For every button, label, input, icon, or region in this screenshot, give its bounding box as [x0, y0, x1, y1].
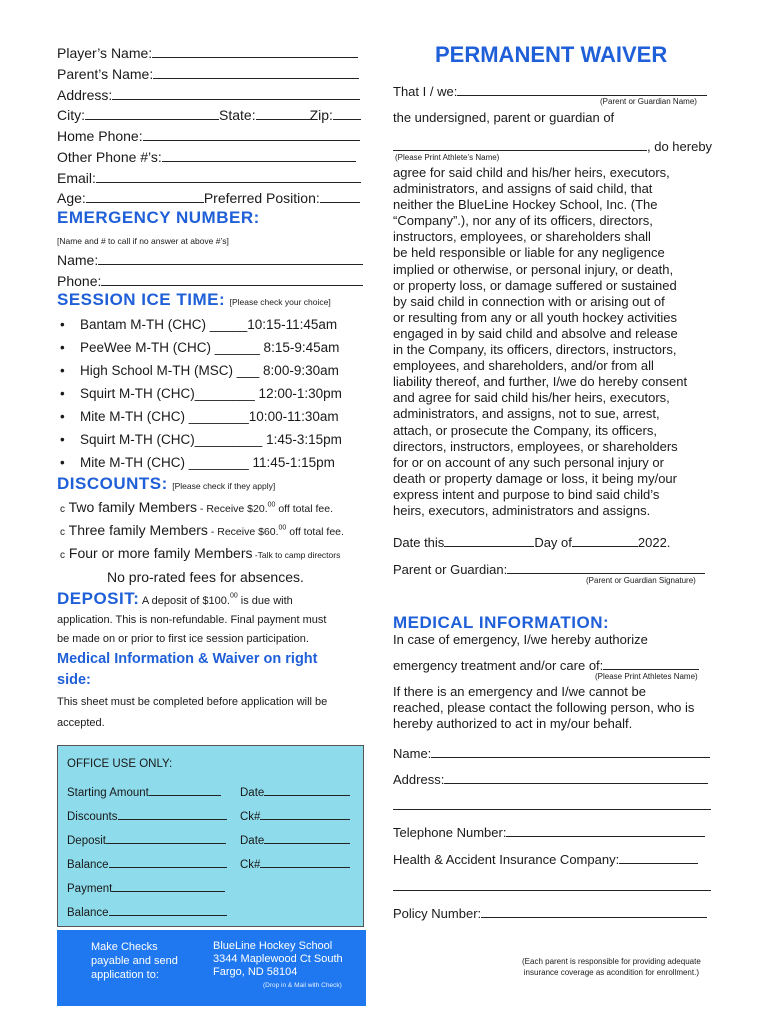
- contact-address-field[interactable]: [393, 770, 708, 787]
- footnote-line: (Each parent is responsible for providing adequate: [522, 957, 701, 966]
- office-payment[interactable]: [67, 878, 225, 895]
- emergency-name-label: Name:: [57, 252, 99, 268]
- care-of-label: emergency treatment and/or care of:: [393, 658, 604, 673]
- parent-guardian-label: Parent or Guardian:: [393, 562, 508, 577]
- telephone-label: Telephone Number:: [393, 825, 507, 840]
- medical-line5: hereby authorized to act in my/our behalf.: [393, 716, 633, 731]
- athlete-name-note: (Please Print Athlete’s Name): [395, 153, 500, 162]
- session-option-label: Bantam M-TH (CHC) _____10:15-11:45am: [80, 317, 338, 332]
- age-position-field[interactable]: [57, 189, 360, 206]
- waiver-title: PERMANENT WAIVER: [435, 42, 668, 67]
- session-heading-row: [57, 290, 331, 310]
- discounts-note: [Please check if they apply]: [172, 481, 276, 491]
- address-label: Address:: [57, 87, 113, 103]
- year-label: 2022.: [637, 535, 671, 550]
- address-line: 3344 Maplewood Ct South: [213, 953, 343, 965]
- undersigned-text: the undersigned, parent or guardian of: [393, 110, 615, 125]
- discounts-heading: DISCOUNTS:: [57, 474, 168, 493]
- waiver-line: by said child in connection with or arising out of: [393, 293, 665, 309]
- waiver-line: administrators, and assigns, not to sue, arrest,: [393, 406, 660, 422]
- session-option[interactable]: • Squirt M-TH (CHC)_________ 1:45-3:15pm: [60, 432, 342, 447]
- address-field[interactable]: [57, 86, 360, 103]
- age-label: Age:: [57, 190, 86, 206]
- insurance-company-field[interactable]: [393, 850, 698, 867]
- session-option-label: Mite M-TH (CHC) ________ 11:45-1:15pm: [80, 455, 335, 470]
- print-athletes-note: (Please Print Athletes Name): [595, 672, 698, 681]
- email-field[interactable]: [57, 169, 361, 186]
- deposit-line3: be made on or prior to first ice session participation.: [57, 633, 309, 645]
- office-title: OFFICE USE ONLY:: [67, 758, 173, 770]
- care-of-field[interactable]: [393, 656, 699, 673]
- waiver-line: for or on account of any such personal injury or: [393, 454, 664, 470]
- make-checks-line: Make Checks: [91, 941, 158, 953]
- parent-name-label: Parent’s Name:: [57, 66, 154, 82]
- other-phone-label: Other Phone #’s:: [57, 149, 162, 165]
- sheet-note-line2: accepted.: [57, 717, 105, 729]
- session-note: [Please check your choice]: [229, 297, 331, 307]
- session-option[interactable]: • PeeWee M-TH (CHC) ______ 8:15-9:45am: [60, 340, 340, 355]
- footnote-line: insurance coverage as acondition for enrollment.): [523, 968, 699, 977]
- make-checks-line: payable and send: [91, 955, 178, 967]
- drop-note: (Drop in & Mail with Check): [263, 982, 342, 989]
- discount-detail-cents: 00: [267, 501, 276, 509]
- emergency-note: [Name and # to call if no answer at above #’s]: [57, 236, 229, 246]
- make-checks-text: [91, 940, 178, 982]
- office-label: Ck#: [240, 859, 261, 871]
- office-use-box: [57, 745, 364, 927]
- discount-detail-cents: 00: [278, 524, 287, 532]
- office-label: Discounts: [67, 811, 118, 823]
- office-check-number[interactable]: [240, 854, 350, 871]
- telephone-field[interactable]: [393, 823, 705, 840]
- day-of-label: Day of: [534, 535, 572, 550]
- session-option-label: Mite M-TH (CHC) ________10:00-11:30am: [80, 409, 339, 424]
- session-option[interactable]: • High School M-TH (MSC) ___ 8:00-9:30am: [60, 363, 339, 378]
- waiver-line: attach, or prosecute the Company, its officers,: [393, 422, 657, 438]
- office-starting-amount[interactable]: [67, 782, 221, 799]
- waiver-line: and agree for said child his/her heirs, executors,: [393, 390, 670, 406]
- waiver-line: death or property damage or loss, it being my/our: [393, 470, 677, 486]
- emergency-heading: EMERGENCY NUMBER:: [57, 208, 260, 227]
- policy-number-field[interactable]: [393, 904, 707, 921]
- contact-name-label: Name:: [393, 746, 432, 761]
- email-label: Email:: [57, 170, 96, 186]
- deposit-text-b: is due with: [237, 595, 293, 607]
- waiver-line: be held responsible or liable for any negligence: [393, 245, 665, 261]
- make-checks-line: application to:: [91, 969, 159, 981]
- date-field[interactable]: [393, 533, 670, 550]
- zip-label: Zip:: [309, 107, 333, 123]
- discount-detail: -Talk to camp directors: [252, 550, 341, 560]
- waiver-line: agree for said child and his/her heirs, executors,: [393, 165, 670, 180]
- session-option-label: High School M-TH (MSC) ___ 8:00-9:30am: [80, 363, 339, 378]
- state-label: State:: [219, 107, 256, 123]
- sheet-note-line1: This sheet must be completed before application will be: [57, 696, 328, 708]
- checkbox-glyph: c: [60, 550, 65, 561]
- medical-line1: In case of emergency, I/we hereby authorize: [393, 632, 648, 647]
- address-line: BlueLine Hockey School: [213, 940, 333, 952]
- discount-detail-tail: off total fee.: [286, 526, 344, 538]
- waiver-line: liability thereof, and further, I/we do hereby consent: [393, 374, 688, 390]
- home-phone-label: Home Phone:: [57, 128, 143, 144]
- mailing-address: [213, 940, 343, 979]
- waiver-line: or property loss, or damage suffered or sustained: [393, 277, 677, 293]
- contact-address-line2[interactable]: [393, 796, 711, 813]
- emergency-phone-field[interactable]: [57, 272, 363, 289]
- discount-option[interactable]: [60, 522, 344, 538]
- office-label: Ck#: [240, 811, 261, 823]
- emergency-phone-label: Phone:: [57, 273, 102, 289]
- session-option[interactable]: • Squirt M-TH (CHC)________ 12:00-1:30pm: [60, 386, 342, 401]
- make-checks-box: [57, 930, 366, 1006]
- that-we-label: That I / we:: [393, 84, 458, 99]
- office-label: Date: [240, 787, 265, 799]
- medical-heading: MEDICAL INFORMATION:: [393, 613, 610, 632]
- insurance-footnote: [522, 956, 701, 978]
- office-label: Starting Amount: [67, 787, 149, 799]
- office-date[interactable]: [240, 830, 350, 847]
- city-label: City:: [57, 107, 85, 123]
- office-label: Date: [240, 835, 265, 847]
- medical-note-line1: Medical Information & Waiver on right: [57, 651, 318, 667]
- discount-label: Three family Members: [68, 522, 208, 538]
- discount-option[interactable]: [60, 545, 340, 561]
- emergency-name-field[interactable]: [57, 251, 363, 268]
- session-heading: SESSION ICE TIME:: [57, 290, 226, 309]
- athlete-name-field[interactable]: [393, 137, 712, 154]
- waiver-line: instructors, employees, or shareholders shall: [393, 229, 651, 245]
- waiver-line: engaged in by said child and absolve and release: [393, 325, 678, 341]
- office-balance-2[interactable]: [67, 902, 227, 919]
- discounts-heading-row: [57, 474, 275, 494]
- deposit-line2: application. This is non-refundable. Final payment must: [57, 614, 327, 626]
- session-option-label: Squirt M-TH (CHC)_________ 1:45-3:15pm: [80, 432, 342, 447]
- session-option[interactable]: • Mite M-TH (CHC) ________10:00-11:30am: [60, 409, 339, 424]
- discount-detail-tail: off total fee.: [275, 503, 334, 515]
- office-label: Balance: [67, 859, 109, 871]
- discount-option[interactable]: [60, 499, 333, 515]
- session-option-label: PeeWee M-TH (CHC) ______ 8:15-9:45am: [80, 340, 340, 355]
- player-name-label: Player’s Name:: [57, 45, 153, 61]
- session-option-label: Squirt M-TH (CHC)________ 12:00-1:30pm: [80, 386, 342, 401]
- guardian-signature-field[interactable]: [393, 560, 705, 577]
- waiver-line: administrators, and assigns of said child, that: [393, 181, 653, 197]
- contact-name-field[interactable]: [393, 744, 710, 761]
- deposit-text-a: A deposit of $100.: [139, 595, 230, 607]
- discount-detail: - Receive $20.: [197, 503, 268, 515]
- session-option[interactable]: • Bantam M-TH (CHC) _____10:15-11:45am: [60, 317, 338, 332]
- position-label: Preferred Position:: [203, 190, 320, 206]
- insurance-label: Health & Accident Insurance Company:: [393, 852, 620, 867]
- waiver-line: heirs, executors, administrators and assigns.: [393, 502, 651, 518]
- discount-detail: - Receive $60.: [207, 526, 279, 538]
- deposit-cents: 00: [229, 592, 238, 600]
- no-prorate-note: No pro-rated fees for absences.: [107, 569, 304, 585]
- parent-name-field[interactable]: [57, 65, 359, 82]
- medical-line3: If there is an emergency and I/we cannot be: [393, 684, 646, 699]
- waiver-line: “Company”.), nor any of its officers, directors,: [393, 213, 653, 229]
- player-name-field[interactable]: [57, 44, 358, 61]
- waiver-line: in the Company, its officers, directors, instructors,: [393, 342, 677, 358]
- signature-note: (Parent or Guardian Signature): [586, 576, 696, 585]
- waiver-line: neither the BlueLine Hockey School, Inc. (The: [393, 197, 658, 213]
- guardian-name-note: (Parent or Guardian Name): [600, 97, 697, 106]
- medical-note-line2: side:: [57, 672, 91, 688]
- waiver-line: employees, and shareholders, and/or from all: [393, 358, 654, 374]
- waiver-line: or resulting from any or all youth hockey activities: [393, 309, 677, 325]
- office-label: Payment: [67, 883, 113, 895]
- deposit-heading: DEPOSIT:: [57, 589, 140, 608]
- waiver-line: implied or otherwise, or personal injury, or death,: [393, 261, 674, 277]
- office-deposit[interactable]: [67, 830, 226, 847]
- deposit-line1: [57, 589, 293, 609]
- checkbox-glyph: c: [60, 504, 65, 515]
- address-line: Fargo, ND 58104: [213, 966, 298, 978]
- waiver-body: [393, 165, 723, 519]
- office-balance[interactable]: [67, 854, 227, 871]
- other-phone-field[interactable]: [57, 148, 356, 165]
- do-hereby-label: , do hereby: [647, 139, 713, 154]
- office-check-number[interactable]: [240, 806, 350, 823]
- policy-label: Policy Number:: [393, 906, 482, 921]
- home-phone-field[interactable]: [57, 127, 360, 144]
- office-discounts[interactable]: [67, 806, 227, 823]
- checkbox-glyph: c: [60, 527, 65, 538]
- insurance-line2[interactable]: [393, 877, 711, 894]
- office-label: Deposit: [67, 835, 106, 847]
- contact-address-label: Address:: [393, 772, 445, 787]
- waiver-line: express intent and purpose to bind said child’s: [393, 486, 660, 502]
- office-date[interactable]: [240, 782, 350, 799]
- waiver-line: directors, instructors, employees, or shareholders: [393, 438, 678, 454]
- city-state-zip-field[interactable]: [57, 106, 361, 123]
- discount-label: Four or more family Members: [68, 545, 253, 561]
- discount-label: Two family Members: [68, 499, 197, 515]
- date-this-label: Date this: [393, 535, 445, 550]
- medical-line4: reached, please contact the following person, who is: [393, 700, 695, 715]
- office-label: Balance: [67, 907, 109, 919]
- session-option[interactable]: • Mite M-TH (CHC) ________ 11:45-1:15pm: [60, 455, 335, 470]
